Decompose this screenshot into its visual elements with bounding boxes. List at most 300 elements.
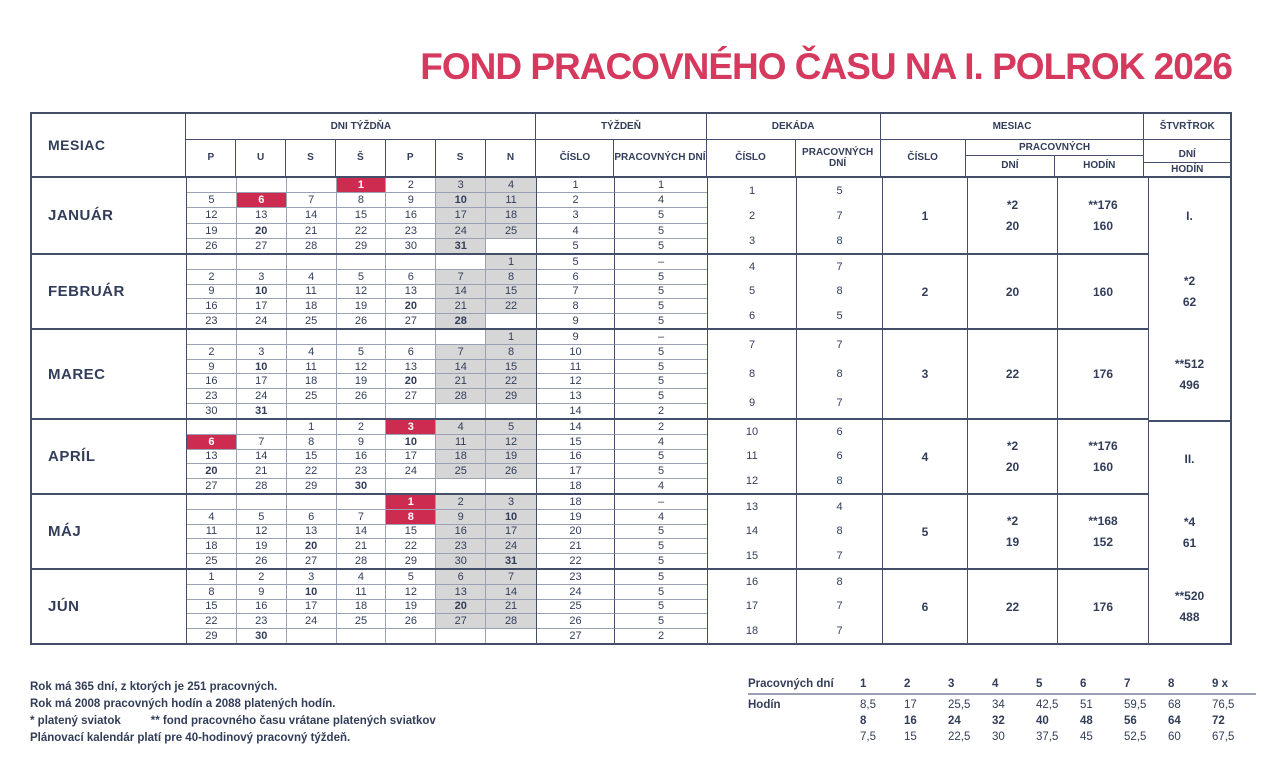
week-number: 24: [537, 585, 615, 600]
day-cell: 20: [386, 299, 436, 314]
day-cell: 20: [436, 600, 486, 615]
day-cell: [386, 330, 436, 345]
day-cell: 17: [237, 299, 287, 314]
week-number: 19: [537, 510, 615, 525]
day-cell: [436, 404, 486, 418]
day-cell: 3: [237, 270, 287, 285]
decade-workdays: 7: [836, 600, 843, 613]
day-cell: 29: [337, 239, 387, 253]
decade-grid: [708, 420, 883, 493]
month-hours-line: 176: [1092, 367, 1114, 381]
day-cell: 27: [436, 614, 486, 629]
decade-workdays: 7: [836, 338, 843, 351]
day-cell: 17: [287, 600, 337, 615]
week-number: 14: [537, 404, 615, 418]
hours-value: 30: [992, 731, 1005, 743]
note-segment: Plánovací kalendár platí pre 40-hodinový pracovný týždeň.: [30, 732, 351, 744]
day-cell: 14: [486, 585, 536, 600]
day-cell: 23: [187, 314, 237, 328]
day-cell: 3: [237, 345, 287, 360]
day-letter-tue: U: [236, 140, 286, 176]
week-number: 5: [537, 239, 615, 253]
month-days-line: *2: [1006, 439, 1019, 453]
day-cell: 13: [237, 208, 287, 223]
decade-workdays: 8: [836, 474, 843, 487]
day-cell: [287, 404, 337, 418]
day-cell: [237, 330, 287, 345]
month-days-line: 20: [1005, 284, 1020, 299]
month-row-2: [32, 253, 1148, 328]
week-workdays: 1: [615, 178, 707, 193]
header-month-days: DNÍ: [966, 156, 1055, 176]
day-cell: [187, 495, 237, 510]
day-cell: 19: [337, 374, 387, 389]
hours-value: 17: [904, 699, 917, 711]
day-cell: 8: [386, 510, 436, 525]
month-days-grid: [187, 570, 537, 643]
day-cell: [237, 420, 287, 435]
hours-day-count: 2: [904, 678, 911, 690]
month-days-line: 22: [1005, 367, 1020, 381]
day-cell: 17: [436, 208, 486, 223]
decade-workdays: 7: [836, 397, 843, 410]
day-cell: 18: [287, 374, 337, 389]
header-week-number: ČÍSLO: [536, 140, 614, 176]
day-cell: [486, 314, 536, 328]
hours-value: 51: [1080, 699, 1093, 711]
hours-day-count: 8: [1168, 678, 1175, 690]
day-cell: 22: [486, 299, 536, 314]
week-number: 12: [537, 374, 615, 389]
hours-row-label: [748, 713, 860, 729]
decade-number: 13: [708, 495, 797, 519]
month-row-6: [32, 568, 1148, 643]
decade-workdays: 6: [836, 426, 843, 439]
decade-workdays: 8: [836, 367, 843, 380]
day-cell: [287, 330, 337, 345]
day-cell: 21: [287, 224, 337, 239]
day-cell: 12: [337, 285, 387, 300]
hours-value: 67,5: [1212, 731, 1235, 743]
hours-value: 16: [904, 715, 917, 727]
month-summary: [883, 330, 1148, 418]
quarter-group: [1149, 569, 1230, 643]
week-workdays: 5: [615, 270, 707, 285]
day-letter-wed: S: [286, 140, 336, 176]
day-cell: 3: [287, 570, 337, 585]
day-cell: 11: [287, 285, 337, 300]
hours-value: 52,5: [1124, 731, 1147, 743]
day-cell: 31: [486, 554, 536, 568]
day-cell: 18: [187, 539, 237, 554]
day-cell: 29: [486, 389, 536, 404]
day-letter-fri: P: [386, 140, 436, 176]
day-cell: 13: [386, 360, 436, 375]
day-cell: 7: [436, 270, 486, 285]
day-cell: 28: [486, 614, 536, 629]
hours-value: 25,5: [948, 699, 971, 711]
decade-number: 3: [708, 228, 797, 253]
day-cell: 11: [486, 193, 536, 208]
day-cell: 15: [486, 285, 536, 300]
day-cell: 23: [436, 539, 486, 554]
header-tyzden-label: TÝŽDEŇ: [536, 114, 705, 140]
decade-number: 11: [708, 444, 797, 468]
decade-workdays: 5: [836, 184, 843, 197]
month-days-grid: [187, 255, 537, 328]
day-cell: 6: [287, 510, 337, 525]
day-cell: 20: [187, 464, 237, 479]
day-cell: 15: [187, 600, 237, 615]
quarter-column: [1148, 178, 1230, 643]
hours-value: 7,5: [860, 731, 876, 743]
hours-day-count: 4: [992, 678, 999, 690]
day-cell: 12: [386, 585, 436, 600]
decade-workdays: 7: [836, 209, 843, 222]
week-number: 2: [537, 193, 615, 208]
month-hours-line: 160: [1092, 219, 1114, 233]
month-name: APRÍL: [32, 420, 187, 493]
day-cell: 29: [386, 554, 436, 568]
day-cell: 19: [386, 600, 436, 615]
week-grid: [537, 330, 708, 418]
day-cell: 15: [486, 360, 536, 375]
hours-value: 8: [860, 715, 867, 727]
month-summary: [883, 178, 1148, 253]
month-days-line: *2: [1006, 514, 1019, 528]
hours-row-label: [748, 729, 860, 745]
week-workdays: 5: [615, 450, 707, 465]
decade-grid: [708, 178, 883, 253]
month-summary-number: 3: [883, 330, 968, 418]
hours-conversion-table: [748, 676, 1260, 745]
week-number: 6: [537, 270, 615, 285]
day-cell: [237, 178, 287, 193]
day-cell: 30: [237, 629, 287, 643]
week-workdays: 2: [657, 630, 665, 643]
month-row-5: [32, 493, 1148, 568]
day-cell: 16: [187, 374, 237, 389]
note-line-2: [30, 696, 436, 713]
day-cell: 9: [436, 510, 486, 525]
month-summary-hours: [1058, 255, 1148, 328]
day-cell: [386, 629, 436, 643]
month-summary-number: 2: [883, 255, 968, 328]
month-summary: [883, 570, 1148, 643]
quarter-line: 488: [1179, 609, 1200, 624]
week-number: 26: [537, 614, 615, 629]
day-cell: 9: [237, 585, 287, 600]
hours-day-count: 7: [1124, 678, 1131, 690]
hours-value: 42,5: [1036, 699, 1059, 711]
month-name: FEBRUÁR: [32, 255, 187, 328]
header-month-hours: HODÍN: [1083, 160, 1116, 172]
quarter-cell-II.: [1149, 422, 1230, 643]
hours-row-label: Hodín: [748, 699, 781, 711]
decade-number: 16: [708, 570, 797, 594]
month-summary-number: 4: [883, 420, 968, 493]
week-workdays: 5: [615, 585, 707, 600]
day-cell: 23: [187, 389, 237, 404]
week-workdays: –: [615, 255, 707, 270]
day-cell: 16: [237, 600, 287, 615]
week-workdays: 5: [615, 570, 707, 585]
day-cell: 2: [386, 178, 436, 193]
decade-number: 12: [708, 469, 797, 493]
day-cell: 23: [337, 464, 387, 479]
day-cell: [237, 255, 287, 270]
header-month-number: ČÍSLO: [881, 140, 966, 176]
day-cell: 6: [237, 193, 287, 208]
day-cell: [436, 255, 486, 270]
week-number: 1: [537, 178, 615, 193]
week-number: 14: [537, 420, 615, 435]
day-cell: 16: [337, 450, 387, 465]
week-number: 5: [537, 255, 615, 270]
day-cell: [337, 255, 387, 270]
week-workdays: 2: [615, 420, 707, 435]
week-workdays: 4: [615, 510, 707, 525]
day-cell: 7: [486, 570, 536, 585]
day-letter-sat: S: [436, 140, 486, 176]
week-number: 22: [537, 554, 615, 568]
day-cell: [187, 420, 237, 435]
week-workdays: 5: [615, 345, 707, 360]
quarter-line: **512: [1174, 357, 1205, 372]
day-cell: 29: [287, 479, 337, 493]
day-letter-mon: P: [186, 140, 236, 176]
day-cell: 5: [237, 510, 287, 525]
hours-value: 48: [1080, 715, 1093, 727]
week-workdays: 4: [615, 435, 707, 450]
day-cell: 8: [486, 345, 536, 360]
day-cell: 8: [187, 585, 237, 600]
hours-value: 37,5: [1036, 731, 1059, 743]
decade-grid: [708, 255, 883, 328]
month-days-grid: [187, 495, 537, 568]
day-cell: 27: [386, 314, 436, 328]
hours-day-count: 6: [1080, 678, 1087, 690]
hours-value: 22,5: [948, 731, 971, 743]
hours-table-rule: [748, 693, 1256, 695]
week-number: 9: [537, 314, 615, 328]
hours-value: 56: [1124, 715, 1137, 727]
day-cell: [486, 239, 536, 253]
header-quarter-hours: HODÍN: [1144, 162, 1230, 176]
day-cell: 12: [486, 435, 536, 450]
hours-day-count: 3: [948, 678, 955, 690]
month-hours-line: 160: [1092, 284, 1114, 299]
day-cell: [187, 330, 237, 345]
month-summary: [883, 255, 1148, 328]
week-workdays: 5: [615, 285, 707, 300]
day-cell: 20: [386, 374, 436, 389]
page-title: FOND PRACOVNÉHO ČASU NA I. POLROK 2026: [420, 46, 1232, 87]
note-line-3: [30, 713, 436, 730]
day-cell: [386, 479, 436, 493]
quarter-cell-I.: [1149, 178, 1230, 422]
quarter-group: [1149, 329, 1230, 420]
month-name: JANUÁR: [32, 178, 187, 253]
table-header: [32, 114, 1230, 178]
decade-grid: [708, 330, 883, 418]
quarter-group: [1149, 496, 1230, 570]
decade-workdays: 8: [836, 234, 843, 247]
quarter-line: I.: [1186, 208, 1193, 223]
month-days-line: 22: [1005, 599, 1020, 614]
day-cell: 12: [337, 360, 387, 375]
day-cell: 26: [486, 464, 536, 479]
decade-number: 17: [708, 594, 797, 618]
month-summary-number: 5: [883, 495, 968, 568]
day-cell: 4: [337, 570, 387, 585]
note-segment: Rok má 365 dní, z ktorých je 251 pracovných.: [30, 681, 278, 693]
day-cell: 21: [486, 600, 536, 615]
month-summary-days: [968, 330, 1058, 418]
month-summary-days: [968, 420, 1058, 493]
quarter-line: II.: [1184, 451, 1195, 466]
week-workdays: 5: [615, 600, 707, 615]
month-days-line: *2: [1006, 198, 1019, 212]
day-cell: 25: [187, 554, 237, 568]
month-summary-days: [968, 178, 1058, 253]
day-cell: 20: [287, 539, 337, 554]
hours-day-count: 1: [860, 678, 867, 690]
week-number: 16: [537, 450, 615, 465]
day-cell: 29: [187, 629, 237, 643]
week-number: 10: [537, 345, 615, 360]
day-cell: 19: [237, 539, 287, 554]
week-workdays: 4: [615, 193, 707, 208]
day-cell: 1: [287, 420, 337, 435]
day-cell: 16: [436, 525, 486, 540]
week-number: 23: [537, 570, 615, 585]
decade-number: 10: [708, 420, 797, 444]
footer-notes: [30, 679, 436, 747]
hours-value: 34: [992, 699, 1005, 711]
week-number: 11: [537, 360, 615, 375]
day-cell: 14: [237, 450, 287, 465]
day-cell: 26: [187, 239, 237, 253]
day-cell: 18: [287, 299, 337, 314]
header-pracovnych-label: PRACOVNÝCH: [966, 140, 1144, 156]
week-workdays: –: [615, 330, 707, 345]
week-number: 8: [537, 299, 615, 314]
day-cell: 23: [386, 224, 436, 239]
hours-value: 15: [904, 731, 917, 743]
hours-value: 8,5: [860, 699, 876, 711]
calendar-table: [30, 112, 1232, 645]
day-cell: 5: [337, 345, 387, 360]
day-cell: 30: [386, 239, 436, 253]
day-cell: [337, 629, 387, 643]
decade-number: 6: [708, 304, 797, 328]
week-workdays: 5: [615, 374, 707, 389]
day-cell: 11: [436, 435, 486, 450]
hours-value: 60: [1168, 731, 1181, 743]
day-cell: 1: [187, 570, 237, 585]
day-cell: 6: [386, 270, 436, 285]
day-cell: 24: [237, 389, 287, 404]
month-name: MAREC: [32, 330, 187, 418]
day-cell: 5: [337, 270, 387, 285]
day-cell: 22: [386, 539, 436, 554]
day-cell: 30: [187, 404, 237, 418]
day-cell: 17: [237, 374, 287, 389]
day-cell: 14: [436, 285, 486, 300]
day-cell: 12: [187, 208, 237, 223]
decade-grid: [708, 495, 883, 568]
week-grid: [537, 420, 708, 493]
week-workdays: 2: [657, 405, 665, 418]
decade-workdays: 8: [836, 525, 843, 538]
day-cell: 26: [337, 389, 387, 404]
hours-value: 32: [992, 715, 1005, 727]
week-workdays: 5: [615, 208, 707, 223]
week-number: 17: [537, 464, 615, 479]
day-cell: 4: [187, 510, 237, 525]
day-cell: 18: [486, 208, 536, 223]
day-cell: 25: [337, 614, 387, 629]
day-cell: 30: [337, 479, 387, 493]
week-grid: [537, 570, 708, 643]
month-hours-line: **168: [1088, 514, 1118, 528]
week-number: 27: [537, 629, 615, 643]
quarter-line: 496: [1179, 378, 1200, 393]
day-cell: 27: [237, 239, 287, 253]
decade-number: 18: [708, 619, 797, 643]
day-cell: 21: [436, 374, 486, 389]
hours-value: 24: [948, 715, 961, 727]
quarter-line: 62: [1182, 294, 1197, 309]
header-decade-section: [707, 114, 881, 176]
note-segment: ** fond pracovného času vrátane platených sviatkov: [150, 715, 436, 727]
month-days-grid: [187, 178, 537, 253]
header-week-section: [536, 114, 706, 176]
header-decade-workdays: PRACOVNÝCH DNÍ: [802, 146, 874, 169]
day-cell: 13: [386, 285, 436, 300]
month-summary-hours: [1058, 178, 1148, 253]
hours-value: 76,5: [1212, 699, 1235, 711]
day-cell: 26: [337, 314, 387, 328]
month-hours-line: 160: [1092, 460, 1114, 474]
decade-number: 7: [708, 330, 797, 359]
day-cell: 1: [386, 495, 436, 510]
decade-number: 14: [708, 519, 797, 543]
month-days-grid: [187, 330, 537, 418]
week-grid: [537, 495, 708, 568]
decade-workdays: 4: [836, 501, 843, 514]
day-cell: [337, 330, 387, 345]
day-cell: 10: [436, 193, 486, 208]
month-summary: [883, 420, 1148, 493]
day-cell: [436, 330, 486, 345]
day-cell: [287, 255, 337, 270]
week-workdays: 5: [615, 360, 707, 375]
week-workdays: 5: [615, 539, 707, 554]
day-cell: 12: [237, 525, 287, 540]
day-cell: 13: [287, 525, 337, 540]
day-cell: 4: [287, 270, 337, 285]
note-segment: Rok má 2008 pracovných hodín a 2088 platených hodín.: [30, 698, 336, 710]
day-cell: 31: [237, 404, 287, 418]
header-month-summary-section: [881, 114, 1145, 176]
day-cell: [386, 404, 436, 418]
day-cell: 18: [436, 450, 486, 465]
day-cell: 21: [436, 299, 486, 314]
day-cell: 18: [337, 600, 387, 615]
week-number: 13: [537, 389, 615, 404]
